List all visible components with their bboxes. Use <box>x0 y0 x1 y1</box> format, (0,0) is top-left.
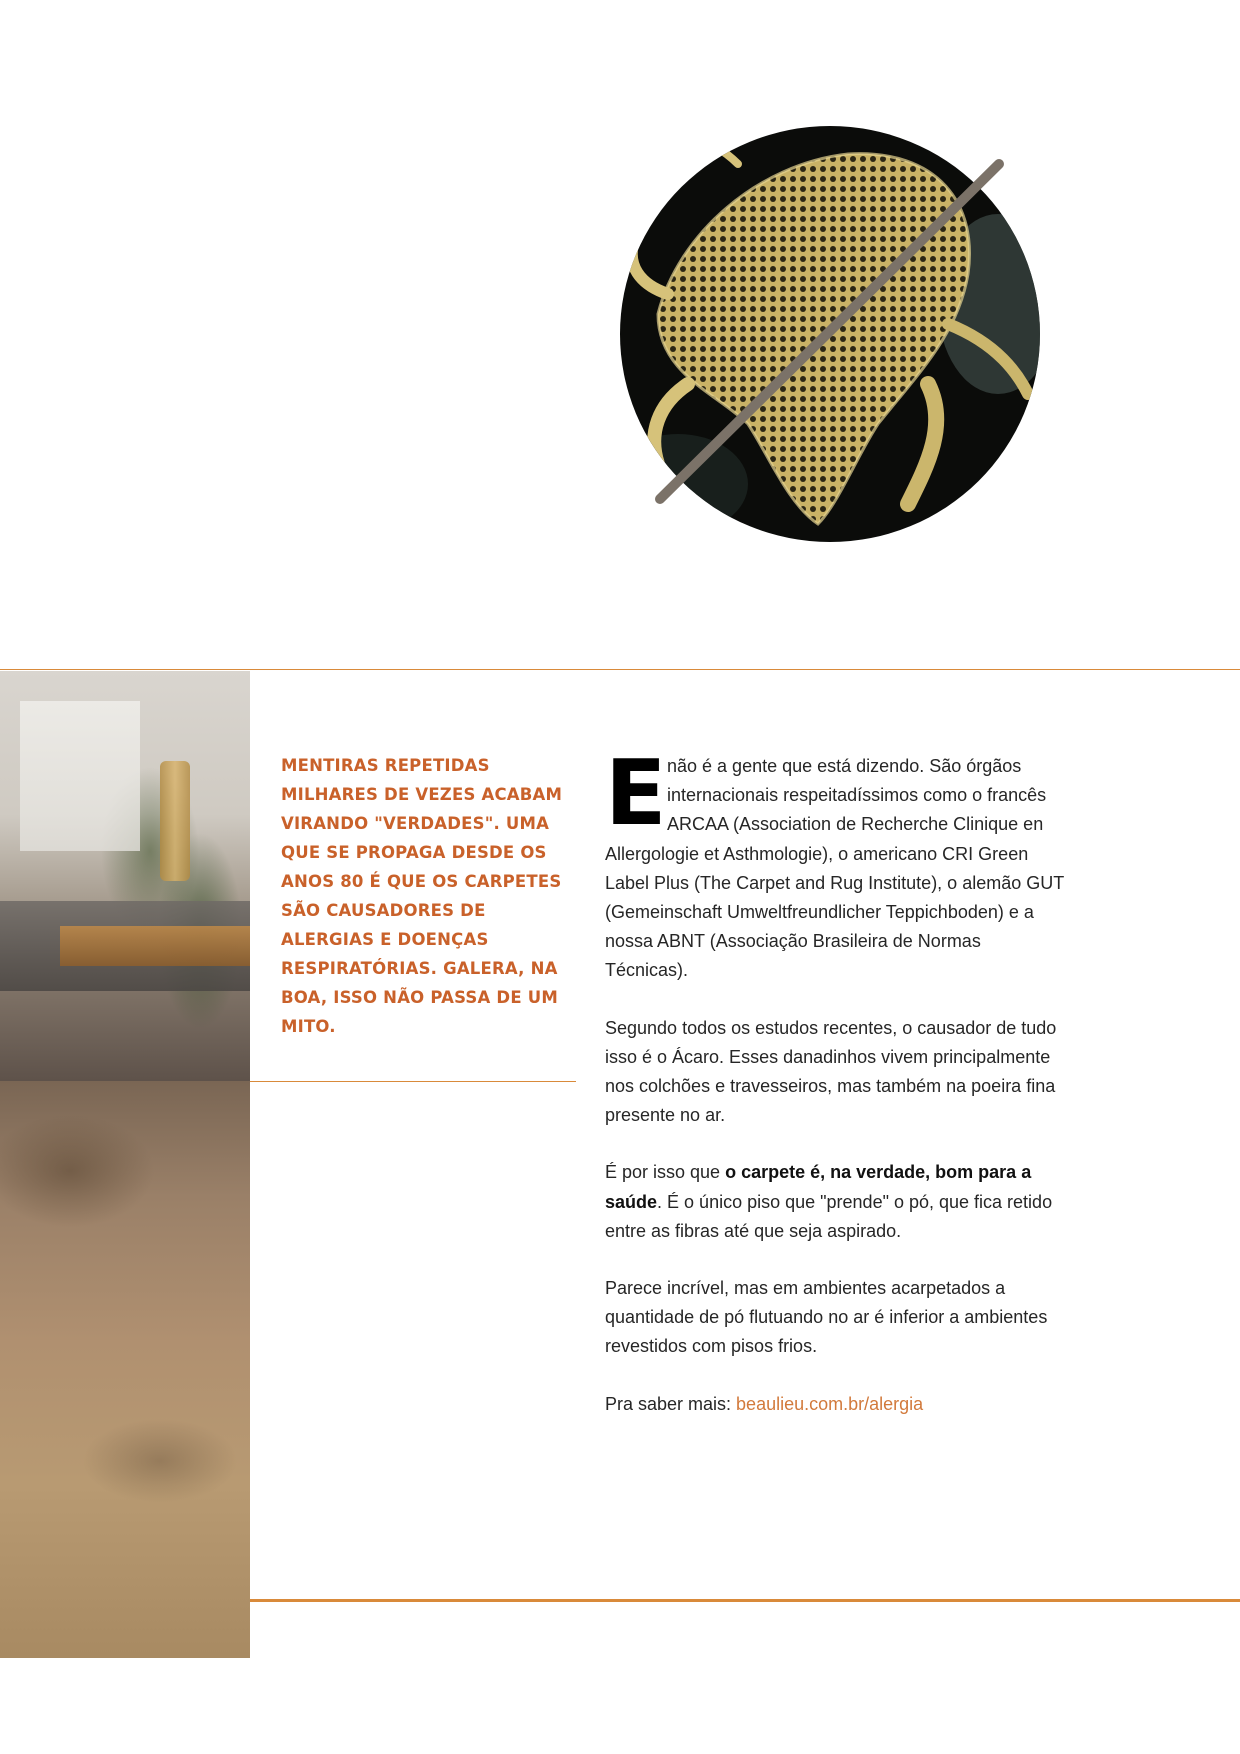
paragraph-2: Segundo todos os estudos recentes, o causador de tudo isso é o Ácaro. Esses danadinhos vivem principalmente nos colchões e travesseiros, mas também na poeira fina presente no ar. <box>605 1017 1057 1126</box>
window-shape <box>20 701 140 851</box>
wood-furniture-shape <box>60 926 250 966</box>
paragraph-3-tail: . É o único piso que "prende" o pó, que fica retido entre as fibras até que seja aspirado. <box>605 1191 1053 1241</box>
paragraph-3-bold: o carpete é, na verdade, bom para a saúde <box>605 1162 1032 1212</box>
paragraph-4: Parece incrível, mas em ambientes acarpetados a quantidade de pó flutuando no ar é inferior a ambientes revestidos com pisos frios. <box>605 1278 1048 1357</box>
top-divider <box>0 669 1240 670</box>
dust-mite-illustration <box>618 124 1042 544</box>
more-info-label: Pra saber mais: <box>605 1393 737 1414</box>
living-room-photo <box>0 671 250 1081</box>
article-body <box>605 741 1065 1447</box>
dust-mite-svg <box>618 124 1042 544</box>
paragraph-1-text: não é a gente que está dizendo. São órgãos internacionais respeitadíssimos como o francês ARCAA (Association de Recherche Clinique en Allergologie et Asthmologie), o americano CRI Green Label Plus (The Carpet and Rug Institute), o alemão GUT (Gemeinschaft Umweltfreundlicher Teppichboden) e a nossa ABNT (Associação Brasileira de Normas Técnicas). <box>605 756 1064 981</box>
carpet-photo <box>0 1081 250 1658</box>
paragraph-3 <box>605 1158 1065 1246</box>
pull-quote: MENTIRAS REPETIDAS MILHARES DE VEZES ACABAM VIRANDO "VERDADES". UMA QUE SE PROPAGA DESDE OS ANOS 80 É QUE OS CARPETES SÃO CAUSADORES DE ALERGIAS E DOENÇAS RESPIRATÓRIAS. GALERA, NA BOA, ISSO NÃO PASSA DE UM MITO. <box>281 756 563 1036</box>
left-photo-strip <box>0 671 250 1658</box>
more-info-link[interactable]: beaulieu.com.br/alergia <box>736 1393 924 1414</box>
more-info <box>605 1390 1065 1419</box>
vase-shape <box>160 761 190 881</box>
drop-cap: E <box>605 741 667 846</box>
paragraph-3-lead: É por isso que <box>605 1162 726 1183</box>
paragraph-1 <box>605 741 1065 986</box>
